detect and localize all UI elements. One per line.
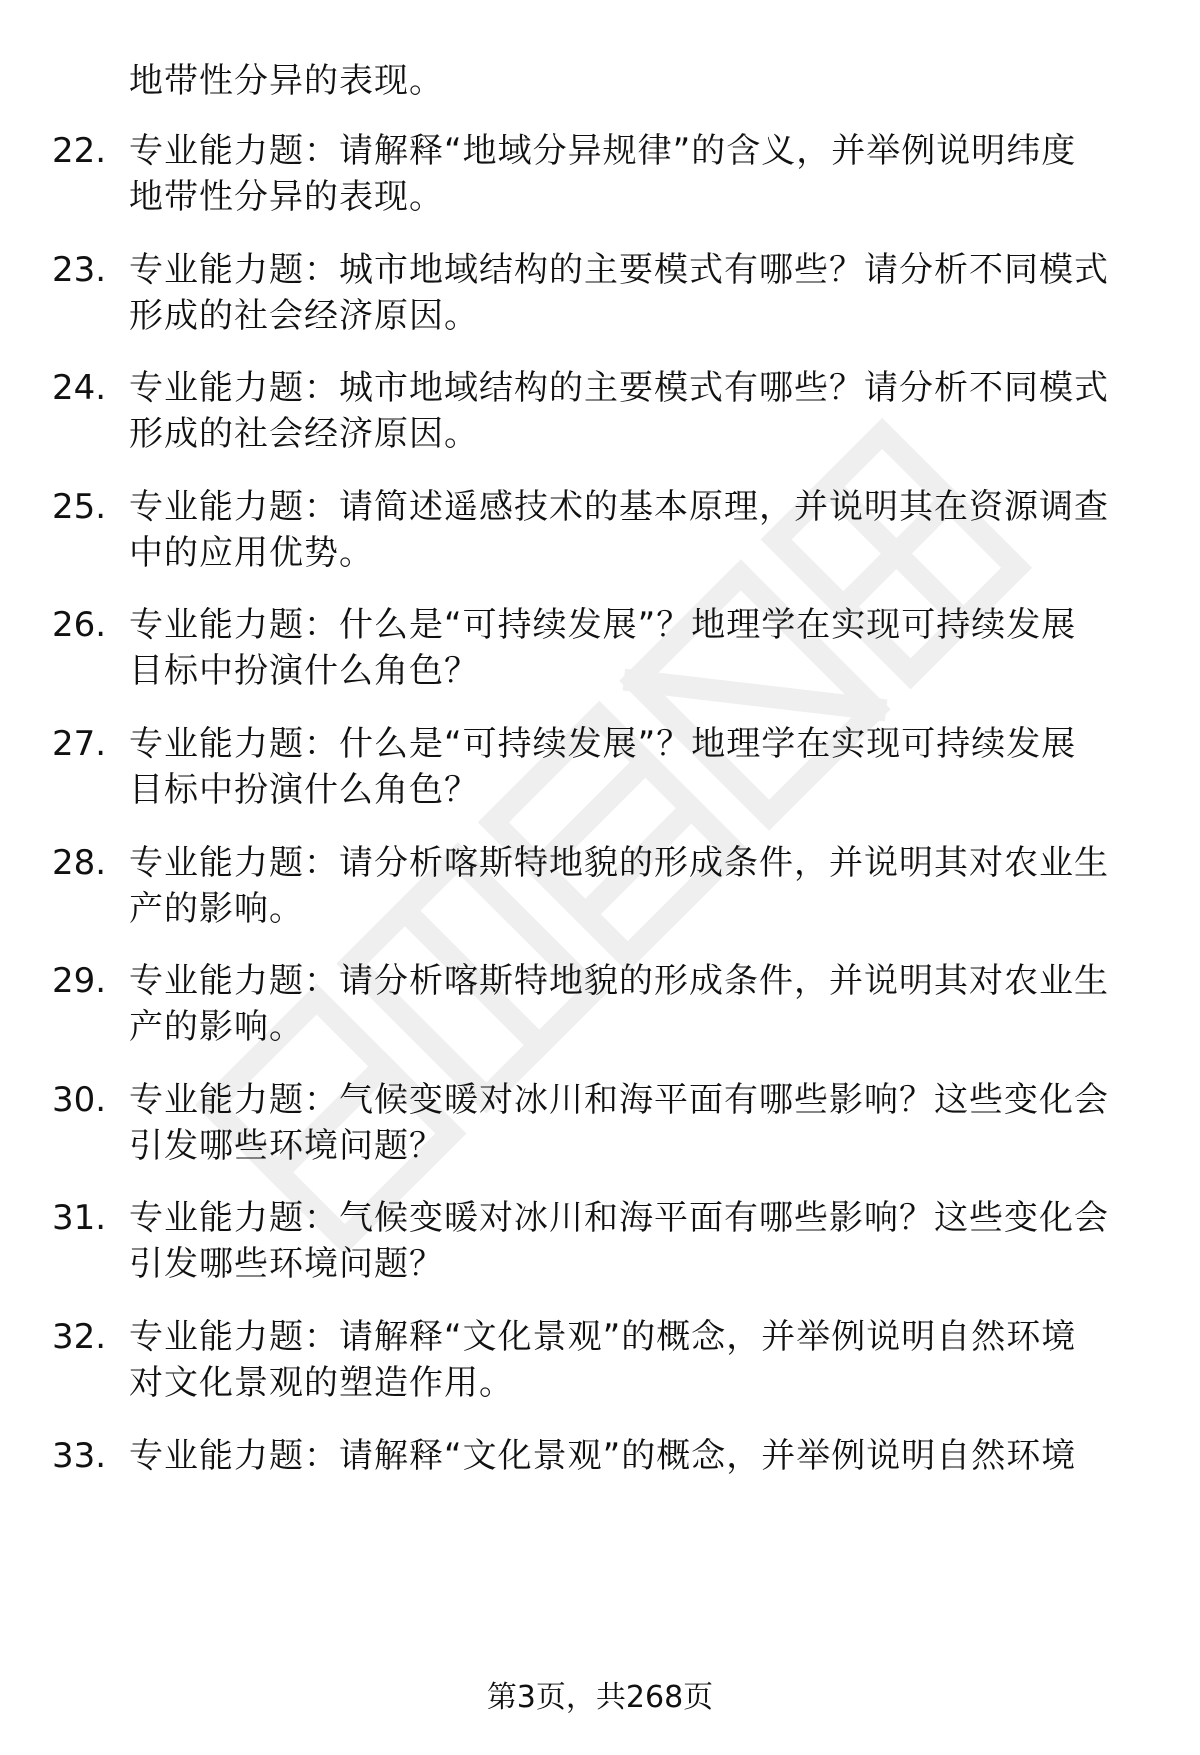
question-number: 23. bbox=[52, 250, 107, 290]
question-text-line: 专业能力题：请分析喀斯特地貌的形成条件，并说明其对农业生 bbox=[129, 961, 1109, 1001]
question-text bbox=[129, 128, 1139, 220]
question-text-line: 专业能力题：请解释“地域分异规律”的含义，并举例说明纬度 bbox=[129, 131, 1077, 171]
question-number: 29. bbox=[52, 961, 107, 1001]
question-number: 32. bbox=[52, 1317, 107, 1357]
question-text-line: 形成的社会经济原因。 bbox=[129, 296, 479, 336]
question-text-line: 专业能力题：什么是“可持续发展”？地理学在实现可持续发展 bbox=[129, 605, 1077, 645]
question-text-line: 形成的社会经济原因。 bbox=[129, 414, 479, 454]
question-number: 22. bbox=[52, 131, 107, 171]
question-text-line: 产的影响。 bbox=[129, 889, 304, 929]
question-text-line: 专业能力题：气候变暖对冰川和海平面有哪些影响？这些变化会 bbox=[129, 1198, 1109, 1238]
question-text-line: 专业能力题：请解释“文化景观”的概念，并举例说明自然环境 bbox=[129, 1436, 1077, 1476]
question-number: 28. bbox=[52, 843, 107, 883]
question-text bbox=[129, 247, 1139, 339]
question-text bbox=[129, 840, 1139, 932]
question-text-line: 目标中扮演什么角色？ bbox=[129, 651, 479, 691]
question-text-line: 专业能力题：什么是“可持续发展”？地理学在实现可持续发展 bbox=[129, 724, 1077, 764]
question-number: 31. bbox=[52, 1198, 107, 1238]
continued-text-line: 地带性分异的表现。 bbox=[129, 61, 444, 101]
question-text-line: 专业能力题：请解释“文化景观”的概念，并举例说明自然环境 bbox=[129, 1317, 1077, 1357]
question-text bbox=[129, 721, 1139, 813]
question-text bbox=[129, 1433, 1139, 1479]
question-text bbox=[129, 958, 1139, 1050]
question-text-line: 地带性分异的表现。 bbox=[129, 177, 444, 217]
question-text bbox=[129, 602, 1139, 694]
question-text bbox=[129, 1077, 1139, 1169]
question-number: 26. bbox=[52, 605, 107, 645]
question-text-line: 专业能力题：请简述遥感技术的基本原理，并说明其在资源调查 bbox=[129, 487, 1109, 527]
question-text bbox=[129, 1314, 1139, 1406]
page-footer: 第3页，共268页 bbox=[486, 1680, 714, 1715]
question-text-line: 引发哪些环境问题？ bbox=[129, 1244, 444, 1284]
question-number: 30. bbox=[52, 1080, 107, 1120]
question-text-line: 专业能力题：气候变暖对冰川和海平面有哪些影响？这些变化会 bbox=[129, 1080, 1109, 1120]
question-text bbox=[129, 484, 1139, 576]
question-number: 24. bbox=[52, 368, 107, 408]
question-text-line: 目标中扮演什么角色？ bbox=[129, 770, 479, 810]
question-text-line: 引发哪些环境问题？ bbox=[129, 1126, 444, 1166]
question-text-line: 产的影响。 bbox=[129, 1007, 304, 1047]
question-text-line: 中的应用优势。 bbox=[129, 533, 374, 573]
question-text bbox=[129, 1195, 1139, 1287]
question-text bbox=[129, 365, 1139, 457]
question-text-line: 专业能力题：城市地域结构的主要模式有哪些？请分析不同模式 bbox=[129, 368, 1109, 408]
question-number: 33. bbox=[52, 1436, 107, 1476]
question-text-line: 专业能力题：城市地域结构的主要模式有哪些？请分析不同模式 bbox=[129, 250, 1109, 290]
question-text-line: 专业能力题：请分析喀斯特地貌的形成条件，并说明其对农业生 bbox=[129, 843, 1109, 883]
question-number: 27. bbox=[52, 724, 107, 764]
question-number: 25. bbox=[52, 487, 107, 527]
question-text-line: 对文化景观的塑造作用。 bbox=[129, 1363, 514, 1403]
